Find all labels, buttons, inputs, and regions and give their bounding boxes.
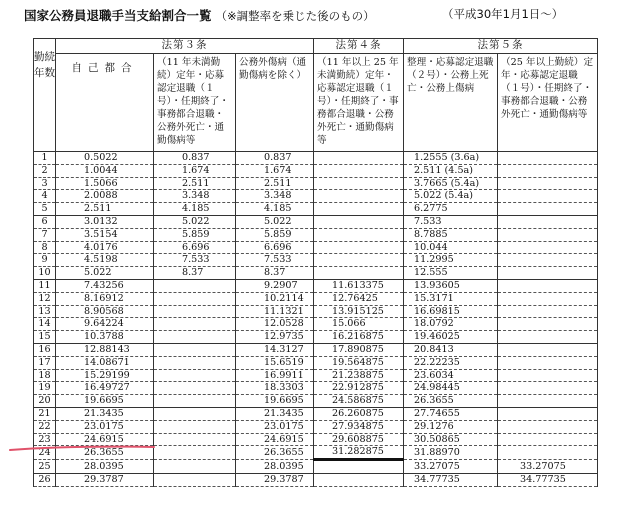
article4-retirement-rate-cell: 26.260875 — [314, 407, 404, 420]
article3-injury-rate-cell: 0.837 — [236, 152, 314, 165]
voluntary-rate-cell: 2.511 — [56, 203, 154, 216]
years-cell: 8 — [34, 241, 56, 254]
article3-injury-rate-cell: 26.3655 — [236, 446, 314, 460]
article5-retirement-rate-cell — [498, 203, 598, 216]
years-cell: 26 — [34, 473, 56, 486]
table-row — [34, 215, 598, 228]
article5-dismissal-rate-cell: 26.3655 — [404, 395, 498, 408]
article3-injury-rate-cell: 5.859 — [236, 228, 314, 241]
article5-dismissal-rate-cell: 31.88970 — [404, 446, 498, 460]
table-row — [34, 331, 598, 344]
voluntary-rate-cell: 2.0088 — [56, 190, 154, 203]
article3-injury-rate-cell: 21.3435 — [236, 407, 314, 420]
article5-dismissal-rate-cell: 30.50865 — [404, 433, 498, 446]
article3-injury-rate-cell: 2.511 — [236, 177, 314, 190]
voluntary-rate-cell: 5.022 — [56, 267, 154, 280]
article3-retirement-rate-cell: 0.837 — [154, 152, 236, 165]
article4-retirement-header: （11 年以上 25 年未満勤続）定年・応募認定退職（１号）・任期終了・事務都合退職・公務外死亡・通勤傷病等 — [314, 54, 404, 152]
article3-retirement-rate-cell: 7.533 — [154, 254, 236, 267]
article3-retirement-header: （11 年未満勤続）定年・応募認定退職（１号）・任期終了・事務都合退職・公務外死亡・通勤傷病等 — [154, 54, 236, 152]
years-cell: 6 — [34, 215, 56, 228]
voluntary-rate-cell: 14.08671 — [56, 356, 154, 369]
article5-retirement-rate-cell — [498, 241, 598, 254]
article3-injury-rate-cell: 18.3303 — [236, 382, 314, 395]
table-row — [34, 395, 598, 408]
article3-retirement-rate-cell: 2.511 — [154, 177, 236, 190]
years-cell: 13 — [34, 305, 56, 318]
article3-retirement-rate-cell — [154, 460, 236, 474]
article3-injury-rate-cell: 14.3127 — [236, 343, 314, 356]
table-row — [34, 318, 598, 331]
article5-retirement-rate-cell — [498, 331, 598, 344]
article3-injury-rate-cell: 15.6519 — [236, 356, 314, 369]
table-row — [34, 203, 598, 216]
article5-retirement-rate-cell — [498, 164, 598, 177]
article3-retirement-rate-cell — [154, 395, 236, 408]
voluntary-rate-cell: 3.0132 — [56, 215, 154, 228]
article5-retirement-rate-cell — [498, 318, 598, 331]
article4-retirement-rate-cell — [314, 241, 404, 254]
article5-dismissal-rate-cell: 18.0792 — [404, 318, 498, 331]
article3-retirement-rate-cell — [154, 331, 236, 344]
voluntary-rate-cell: 3.5154 — [56, 228, 154, 241]
article5-retirement-rate-cell — [498, 215, 598, 228]
allowance-rate-table — [33, 38, 603, 508]
voluntary-rate-cell: 7.43256 — [56, 279, 154, 292]
rate-rows — [34, 152, 598, 487]
article5-retirement-rate-cell — [498, 407, 598, 420]
article4-retirement-rate-cell — [314, 203, 404, 216]
article3-injury-rate-cell: 28.0395 — [236, 460, 314, 474]
article5-retirement-rate-cell — [498, 369, 598, 382]
article4-retirement-rate-cell: 31.282875 — [314, 446, 404, 460]
article3-retirement-rate-cell: 8.37 — [154, 267, 236, 280]
years-cell: 14 — [34, 318, 56, 331]
article5-dismissal-rate-cell: 13.93605 — [404, 279, 498, 292]
table-row — [34, 241, 598, 254]
article5-retirement-rate-cell — [498, 382, 598, 395]
article5-retirement-rate-cell — [498, 356, 598, 369]
article4-retirement-rate-cell — [314, 190, 404, 203]
article3-injury-rate-cell: 8.37 — [236, 267, 314, 280]
article5-retirement-header: （25 年以上勤続）定年・応募認定退職（１号）・任期終了・事務都合退職・公務外死亡・通勤傷病等 — [498, 54, 598, 152]
document-title-line — [24, 6, 636, 28]
article5-dismissal-rate-cell: 7.533 — [404, 215, 498, 228]
voluntary-rate-cell: 26.3655 — [56, 446, 154, 460]
article4-retirement-rate-cell: 17.890875 — [314, 343, 404, 356]
table-row — [34, 407, 598, 420]
article3-injury-rate-cell: 9.2907 — [236, 279, 314, 292]
article5-retirement-rate-cell — [498, 420, 598, 433]
article3-retirement-rate-cell — [154, 356, 236, 369]
article4-retirement-rate-cell — [314, 267, 404, 280]
article5-retirement-rate-cell — [498, 433, 598, 446]
table-row — [34, 152, 598, 165]
article3-retirement-rate-cell: 3.348 — [154, 190, 236, 203]
article3-retirement-rate-cell — [154, 369, 236, 382]
article5-retirement-rate-cell — [498, 228, 598, 241]
article3-retirement-rate-cell: 6.696 — [154, 241, 236, 254]
years-cell: 3 — [34, 177, 56, 190]
article4-retirement-rate-cell — [314, 164, 404, 177]
voluntary-rate-cell: 15.29199 — [56, 369, 154, 382]
years-cell: 2 — [34, 164, 56, 177]
article5-retirement-rate-cell — [498, 279, 598, 292]
article5-dismissal-rate-cell: 6.2775 — [404, 203, 498, 216]
article3-injury-rate-cell: 23.0175 — [236, 420, 314, 433]
table-row — [34, 254, 598, 267]
table-row — [34, 420, 598, 433]
article5-retirement-rate-cell — [498, 152, 598, 165]
red-underline-stroke — [10, 447, 154, 450]
article3-injury-rate-cell: 19.6695 — [236, 395, 314, 408]
article4-retirement-rate-cell: 24.586875 — [314, 395, 404, 408]
article3-retirement-rate-cell — [154, 473, 236, 486]
article4-retirement-rate-cell — [314, 254, 404, 267]
article3-injury-rate-cell: 12.9735 — [236, 331, 314, 344]
voluntary-rate-cell: 8.16912 — [56, 292, 154, 305]
voluntary-rate-cell: 12.88143 — [56, 343, 154, 356]
article5-dismissal-rate-cell: 5.022 (5.4a) — [404, 190, 498, 203]
article5-dismissal-rate-cell: 24.98445 — [404, 382, 498, 395]
article4-retirement-rate-cell — [314, 215, 404, 228]
article3-retirement-rate-cell — [154, 446, 236, 460]
article5-dismissal-rate-cell: 1.2555 (3.6a) — [404, 152, 498, 165]
voluntary-rate-cell: 1.0044 — [56, 164, 154, 177]
years-cell: 21 — [34, 407, 56, 420]
voluntary-rate-cell: 28.0395 — [56, 460, 154, 474]
table-row — [34, 369, 598, 382]
article3-retirement-rate-cell — [154, 382, 236, 395]
article3-injury-rate-cell: 4.185 — [236, 203, 314, 216]
article5-dismissal-rate-cell: 10.044 — [404, 241, 498, 254]
article3-retirement-rate-cell — [154, 318, 236, 331]
article5-dismissal-rate-cell: 11.2995 — [404, 254, 498, 267]
article3-retirement-rate-cell — [154, 305, 236, 318]
article3-retirement-rate-cell — [154, 292, 236, 305]
years-cell: 12 — [34, 292, 56, 305]
article4-retirement-rate-cell: 27.934875 — [314, 420, 404, 433]
table-row — [34, 473, 598, 486]
article3-retirement-rate-cell: 1.674 — [154, 164, 236, 177]
article5-retirement-rate-cell — [498, 267, 598, 280]
years-cell: 10 — [34, 267, 56, 280]
article3-retirement-rate-cell — [154, 407, 236, 420]
article5-retirement-rate-cell — [498, 177, 598, 190]
years-cell: 16 — [34, 343, 56, 356]
article5-dismissal-rate-cell: 27.74655 — [404, 407, 498, 420]
effective-date: （平成30年1月1日～） — [442, 7, 564, 21]
table-row — [34, 343, 598, 356]
article3-injury-rate-cell: 29.3787 — [236, 473, 314, 486]
article3-retirement-rate-cell: 5.022 — [154, 215, 236, 228]
article5-retirement-rate-cell — [498, 305, 598, 318]
article3-retirement-rate-cell — [154, 343, 236, 356]
article3-injury-rate-cell: 10.2114 — [236, 292, 314, 305]
article3-retirement-rate-cell — [154, 279, 236, 292]
article5-dismissal-rate-cell: 8.7885 — [404, 228, 498, 241]
years-cell: 22 — [34, 420, 56, 433]
voluntary-rate-cell: 23.0175 — [56, 420, 154, 433]
voluntary-rate-cell: 16.49727 — [56, 382, 154, 395]
red-underline-mark — [8, 444, 158, 454]
article3-injury-rate-cell: 11.1321 — [236, 305, 314, 318]
article5-dismissal-rate-cell: 16.69815 — [404, 305, 498, 318]
table-row — [34, 177, 598, 190]
voluntary-rate-cell: 4.5198 — [56, 254, 154, 267]
voluntary-rate-cell: 19.6695 — [56, 395, 154, 408]
years-cell: 1 — [34, 152, 56, 165]
article5-dismissal-rate-cell: 22.22235 — [404, 356, 498, 369]
article4-retirement-rate-cell — [314, 177, 404, 190]
voluntary-rate-cell: 24.6915 — [56, 433, 154, 446]
article4-retirement-rate-cell — [314, 460, 404, 474]
article3-injury-rate-cell: 7.533 — [236, 254, 314, 267]
article3-injury-rate-cell: 5.022 — [236, 215, 314, 228]
article3-injury-rate-cell: 24.6915 — [236, 433, 314, 446]
table-row — [34, 190, 598, 203]
law-article-4-header: 法第４条 — [314, 39, 404, 54]
article5-dismissal-rate-cell: 23.6034 — [404, 369, 498, 382]
article4-retirement-rate-cell: 22.912875 — [314, 382, 404, 395]
years-cell: 9 — [34, 254, 56, 267]
article4-retirement-rate-cell: 19.564875 — [314, 356, 404, 369]
article3-retirement-rate-cell: 5.859 — [154, 228, 236, 241]
article5-dismissal-rate-cell: 29.1276 — [404, 420, 498, 433]
article3-retirement-rate-cell — [154, 420, 236, 433]
voluntary-rate-cell: 4.0176 — [56, 241, 154, 254]
voluntary-rate-cell: 0.5022 — [56, 152, 154, 165]
article5-dismissal-rate-cell: 33.27075 — [404, 460, 498, 474]
voluntary-rate-cell: 29.3787 — [56, 473, 154, 486]
article3-injury-rate-cell: 12.0528 — [236, 318, 314, 331]
article4-retirement-rate-cell: 29.608875 — [314, 433, 404, 446]
article3-injury-header: 公務外傷病（通勤傷病を除く） — [236, 54, 314, 152]
article5-retirement-rate-cell: 34.77735 — [498, 473, 598, 486]
table-row — [34, 164, 598, 177]
law-article-3-header: 法第３条 — [56, 39, 314, 54]
years-of-service-header: 勤続年数 — [34, 39, 56, 152]
table-row — [34, 356, 598, 369]
years-cell: 20 — [34, 395, 56, 408]
voluntary-rate-cell: 1.5066 — [56, 177, 154, 190]
article4-retirement-rate-cell — [314, 228, 404, 241]
title-note: （※調整率を乗じた後のもの） — [215, 9, 375, 23]
years-cell: 17 — [34, 356, 56, 369]
voluntary-rate-cell: 8.90568 — [56, 305, 154, 318]
years-cell: 23 — [34, 433, 56, 446]
article4-retirement-rate-cell: 16.216875 — [314, 331, 404, 344]
table-row — [34, 382, 598, 395]
article5-dismissal-rate-cell: 19.46025 — [404, 331, 498, 344]
table-row — [34, 460, 598, 474]
article5-dismissal-rate-cell: 34.77735 — [404, 473, 498, 486]
table-row — [34, 228, 598, 241]
article3-injury-rate-cell: 1.674 — [236, 164, 314, 177]
article5-retirement-rate-cell — [498, 292, 598, 305]
article5-dismissal-rate-cell: 15.3171 — [404, 292, 498, 305]
article5-dismissal-rate-cell: 2.511 (4.5a) — [404, 164, 498, 177]
article3-injury-rate-cell: 6.696 — [236, 241, 314, 254]
article4-retirement-rate-cell: 21.238875 — [314, 369, 404, 382]
years-cell: 4 — [34, 190, 56, 203]
article4-retirement-rate-cell: 13.915125 — [314, 305, 404, 318]
article5-dismissal-rate-cell: 3.7665 (5.4a) — [404, 177, 498, 190]
table-row — [34, 305, 598, 318]
article5-retirement-rate-cell — [498, 190, 598, 203]
voluntary-rate-cell: 9.64224 — [56, 318, 154, 331]
voluntary-rate-cell: 10.3788 — [56, 331, 154, 344]
article4-retirement-rate-cell: 12.76425 — [314, 292, 404, 305]
article5-dismissal-rate-cell: 12.555 — [404, 267, 498, 280]
article4-retirement-rate-cell — [314, 473, 404, 486]
article4-retirement-rate-cell: 11.613375 — [314, 279, 404, 292]
article3-retirement-rate-cell — [154, 433, 236, 446]
article5-retirement-rate-cell — [498, 446, 598, 460]
article5-retirement-rate-cell — [498, 343, 598, 356]
years-cell: 18 — [34, 369, 56, 382]
article5-dismissal-rate-cell: 20.8413 — [404, 343, 498, 356]
table-row — [34, 279, 598, 292]
article5-retirement-rate-cell — [498, 395, 598, 408]
voluntary-rate-cell: 21.3435 — [56, 407, 154, 420]
years-cell: 24 — [34, 446, 56, 460]
years-cell: 11 — [34, 279, 56, 292]
article5-retirement-rate-cell — [498, 254, 598, 267]
years-cell: 19 — [34, 382, 56, 395]
years-cell: 15 — [34, 331, 56, 344]
years-cell: 25 — [34, 460, 56, 474]
article3-retirement-rate-cell: 4.185 — [154, 203, 236, 216]
years-cell: 7 — [34, 228, 56, 241]
document-title: 国家公務員退職手当支給割合一覧 — [24, 8, 212, 23]
years-cell: 5 — [34, 203, 56, 216]
table-row — [34, 267, 598, 280]
article5-dismissal-header: 整理・応募認定退職（２号）・公務上死亡・公務上傷病 — [404, 54, 498, 152]
table-row — [34, 292, 598, 305]
voluntary-resignation-header: 自己都合 — [56, 54, 154, 152]
law-article-5-header: 法第５条 — [404, 39, 598, 54]
article4-retirement-rate-cell — [314, 152, 404, 165]
article3-injury-rate-cell: 16.9911 — [236, 369, 314, 382]
article5-retirement-rate-cell: 33.27075 — [498, 460, 598, 474]
article3-injury-rate-cell: 3.348 — [236, 190, 314, 203]
article4-retirement-rate-cell: 15.066 — [314, 318, 404, 331]
